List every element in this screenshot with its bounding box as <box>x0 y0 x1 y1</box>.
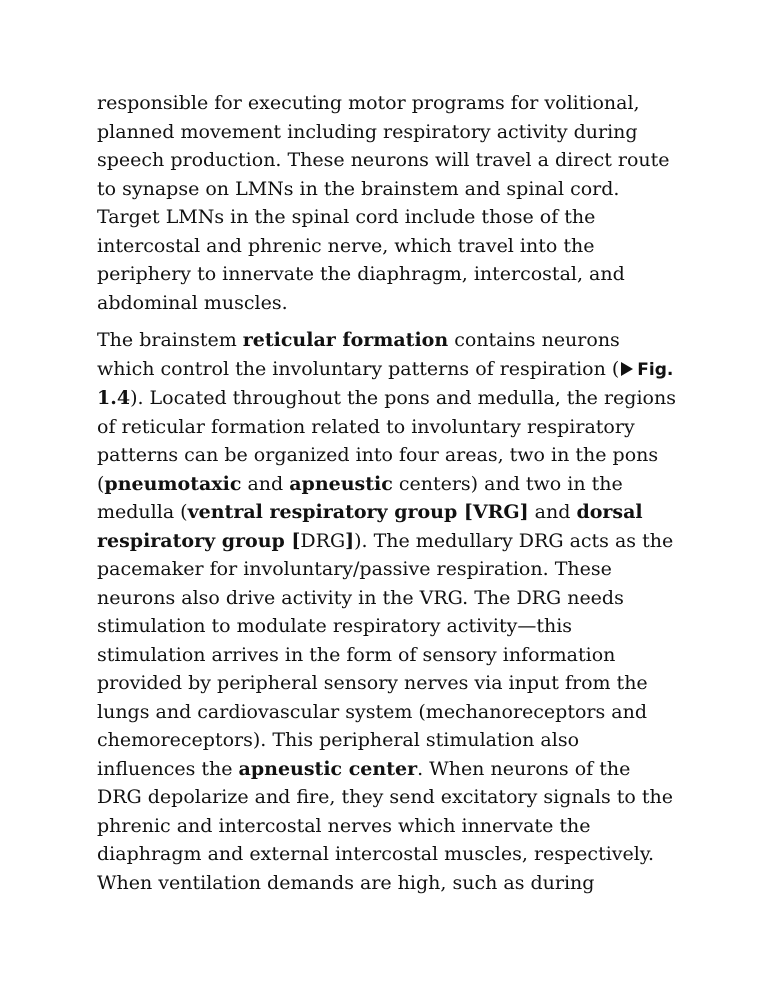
text-run: ). The medullary DRG acts as the <box>354 529 674 552</box>
figure-link-number[interactable]: 1.4 <box>97 387 131 409</box>
text-line: chemoreceptors). This peripheral stimulation also <box>97 729 580 751</box>
play-icon <box>621 362 633 376</box>
text-run: and <box>241 472 290 495</box>
text-line: abdominal muscles. <box>97 291 288 314</box>
text-run: which control the involuntary patterns of respiration ( <box>97 357 620 380</box>
text-line: neurons also drive activity in the VRG. The DRG needs <box>97 586 624 609</box>
text-line <box>97 470 687 499</box>
text-line: responsible for executing motor programs for volitional, <box>97 92 640 114</box>
text-run: influences the <box>97 757 239 780</box>
text-line: pacemaker for involuntary/passive respiration. These <box>97 558 612 580</box>
text-run: and <box>528 501 577 523</box>
text-run: contains neurons <box>448 329 620 351</box>
text-line <box>97 527 687 556</box>
paragraph-motor-programs <box>97 89 687 317</box>
term-drg-bracket: ] <box>345 529 355 552</box>
term-vrg: ventral respiratory group [VRG] <box>187 501 529 523</box>
text-line: provided by peripheral sensory nerves via input from the <box>97 672 648 694</box>
text-line: patterns can be organized into four areas, two in the pons <box>97 444 659 466</box>
text-line <box>97 384 687 413</box>
text-line: diaphragm and external intercostal muscles, respectively. <box>97 843 655 865</box>
page-body <box>97 89 687 906</box>
text-line: stimulation arrives in the form of sensory information <box>97 643 616 666</box>
paragraph-reticular-formation <box>97 326 687 897</box>
text-line: phrenic and intercostal nerves which innervate the <box>97 814 591 837</box>
figure-link-label: Fig. <box>637 359 674 380</box>
text-line: to synapse on LMNs in the brainstem and spinal cord. <box>97 177 620 200</box>
term-drg: respiratory group [ <box>97 529 301 552</box>
text-line: stimulation to modulate respiratory activity—this <box>97 615 573 637</box>
text-line <box>97 355 687 385</box>
text-run: . When neurons of the <box>417 757 631 780</box>
term-pneumotaxic: pneumotaxic <box>104 472 242 495</box>
text-run: DRG <box>300 529 346 552</box>
figure-link-fig-1-4[interactable] <box>619 358 673 380</box>
term-reticular-formation: reticular formation <box>242 329 449 351</box>
text-line: periphery to innervate the diaphragm, intercostal, and <box>97 263 625 285</box>
term-apneustic-center: apneustic center <box>238 757 418 780</box>
text-line: DRG depolarize and fire, they send excitatory signals to the <box>97 786 674 808</box>
text-line: of reticular formation related to involuntary respiratory <box>97 415 635 438</box>
text-run: ). Located throughout the pons and medulla, the regions <box>130 387 676 409</box>
text-line <box>97 326 687 355</box>
text-line: planned movement including respiratory activity during <box>97 120 638 143</box>
text-line: When ventilation demands are high, such as during <box>97 871 595 894</box>
text-run: centers) and two in the <box>392 472 623 495</box>
text-line <box>97 755 687 784</box>
text-line: lungs and cardiovascular system (mechanoreceptors and <box>97 700 647 723</box>
text-run: ( <box>97 472 105 495</box>
text-run: medulla ( <box>97 501 188 523</box>
text-line: intercostal and phrenic nerve, which travel into the <box>97 234 595 257</box>
term-dorsal: dorsal <box>576 501 643 523</box>
text-line: speech production. These neurons will travel a direct route <box>97 149 670 171</box>
text-line <box>97 498 687 527</box>
text-run: The brainstem <box>97 329 243 351</box>
text-line: Target LMNs in the spinal cord include those of the <box>97 206 596 228</box>
term-apneustic: apneustic <box>289 472 393 495</box>
